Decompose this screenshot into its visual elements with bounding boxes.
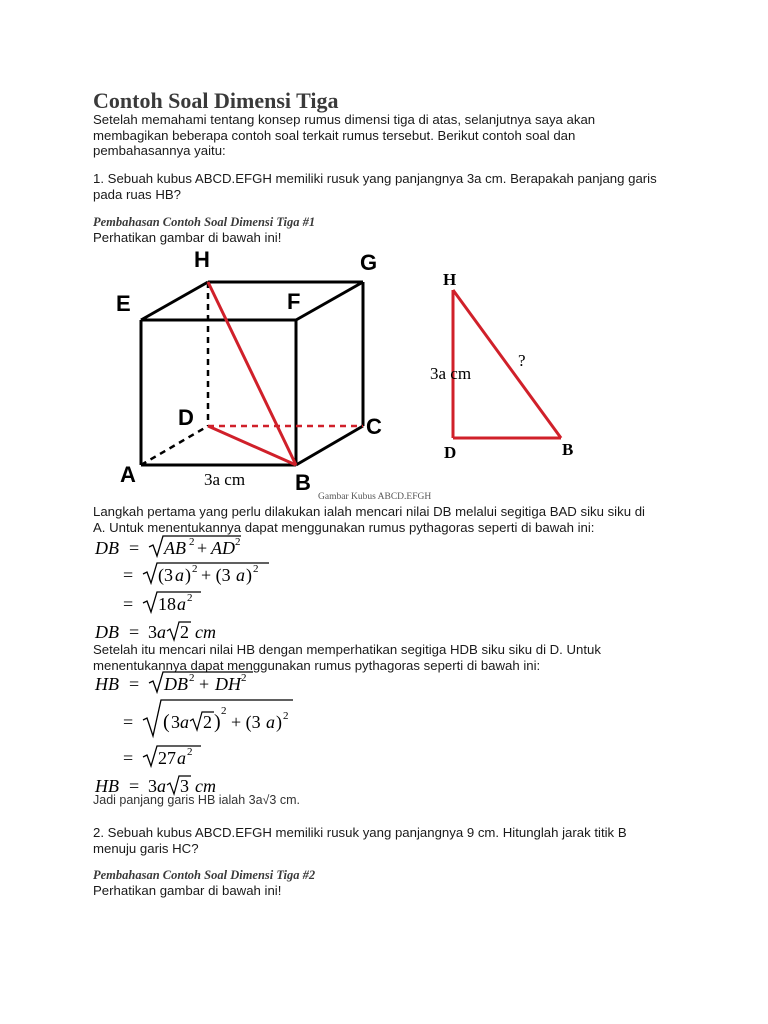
look-at-figure-2-text: Perhatikan gambar di bawah ini!: [93, 883, 282, 898]
cube-figure: [100, 245, 620, 495]
figure-caption: Gambar Kubus ABCD.EFGH: [318, 492, 432, 502]
step-1-line: A. Untuk menentukannya dapat menggunakan rumus pythagoras seperti di bawah ini:: [93, 519, 595, 535]
question-2-line: menuju garis HC?: [93, 840, 199, 856]
svg-text:cm: cm: [195, 776, 216, 796]
svg-text:a: a: [180, 712, 189, 732]
question-2: [93, 825, 713, 856]
svg-text:2: 2: [189, 672, 195, 684]
look-at-figure-1: [93, 230, 713, 246]
label-f: F: [287, 289, 301, 314]
question-2-line: 2. Sebuah kubus ABCD.EFGH memiliki rusuk yang panjangnya 9 cm. Hitunglah jarak titik B: [93, 825, 627, 840]
discussion-1-title: Pembahasan Contoh Soal Dimensi Tiga #1: [93, 215, 316, 229]
svg-text:HB: HB: [95, 776, 119, 796]
svg-text:2: 2: [192, 563, 198, 575]
svg-text:a: a: [177, 594, 186, 614]
svg-text:+: +: [199, 674, 210, 694]
svg-text:(: (: [163, 711, 170, 733]
svg-text:cm: cm: [195, 622, 216, 642]
svg-text:2: 2: [283, 710, 289, 722]
svg-text:3: 3: [148, 776, 157, 796]
svg-text:=: =: [129, 776, 140, 796]
step-2-line: Setelah itu mencari nilai HB dengan memperhatikan segitiga HDB siku siku di D. Untuk: [93, 642, 601, 657]
svg-text:2: 2: [187, 746, 193, 758]
label-b: B: [295, 470, 311, 495]
svg-text:AD: AD: [211, 538, 235, 558]
label-d: D: [178, 405, 194, 430]
look-at-figure-2: [93, 883, 713, 899]
intro-line: Setelah memahami tentang konsep rumus dimensi tiga di atas, selanjutnya saya akan: [93, 112, 596, 127]
svg-text:=: =: [123, 565, 134, 585]
svg-text:27: 27: [158, 748, 176, 768]
svg-text:a: a: [175, 565, 184, 585]
triangle-side-label: 3a cm: [430, 364, 472, 383]
equation-db: [93, 534, 323, 644]
svg-text:2: 2: [203, 712, 212, 732]
triangle-label-b: B: [562, 440, 574, 459]
svg-text:=: =: [123, 748, 134, 768]
label-h: H: [194, 247, 210, 272]
svg-text:3: 3: [171, 712, 180, 732]
svg-text:=: =: [129, 538, 140, 558]
svg-text:=: =: [129, 674, 140, 694]
svg-text:): ): [185, 565, 191, 585]
svg-text:a: a: [157, 622, 166, 642]
svg-text:=: =: [123, 594, 134, 614]
svg-text:DB: DB: [95, 538, 119, 558]
svg-text:2: 2: [189, 536, 195, 548]
svg-text:DB: DB: [95, 622, 119, 642]
svg-text:a: a: [236, 565, 245, 585]
cube-front-face: [141, 320, 296, 465]
svg-text:): ): [276, 712, 282, 732]
step-2-paragraph: [93, 642, 713, 673]
svg-text:): ): [246, 565, 252, 585]
svg-text:2: 2: [253, 563, 259, 575]
svg-text:3: 3: [148, 622, 157, 642]
look-at-figure-1-text: Perhatikan gambar di bawah ini!: [93, 230, 282, 245]
question-1-line: pada ruas HB?: [93, 186, 181, 202]
svg-text:DB: DB: [164, 674, 188, 694]
step-1-line: Langkah pertama yang perlu dilakukan ialah mencari nilai DB melalui segitiga BAD siku siku di: [93, 504, 645, 519]
cube-hidden-edges: [141, 282, 208, 465]
triangle-label-d: D: [444, 443, 457, 462]
step-1-paragraph: [93, 504, 713, 535]
svg-text:+: +: [197, 538, 208, 558]
svg-text:a: a: [266, 712, 275, 732]
label-e: E: [116, 291, 131, 316]
svg-text:+ (3: + (3: [201, 565, 231, 585]
triangle-label-h: H: [443, 270, 457, 289]
svg-text:3: 3: [180, 776, 189, 796]
svg-text:): ): [214, 711, 221, 733]
diagonal-db: [208, 426, 296, 465]
question-1-line: 1. Sebuah kubus ABCD.EFGH memiliki rusuk yang panjangnya 3a cm. Berapakah panjang garis: [93, 171, 657, 186]
intro-line: pembahasannya yaitu:: [93, 143, 226, 158]
svg-text:2: 2: [235, 536, 241, 548]
svg-text:18: 18: [158, 594, 176, 614]
triangle-unknown-label: ?: [518, 351, 526, 370]
conclusion-text: Jadi panjang garis HB ialah 3a√3 cm.: [93, 793, 300, 807]
svg-text:a: a: [177, 748, 186, 768]
svg-text:2: 2: [241, 672, 247, 684]
svg-text:2: 2: [180, 622, 189, 642]
svg-text:HB: HB: [95, 674, 119, 694]
svg-text:2: 2: [221, 705, 227, 717]
svg-text:=: =: [129, 622, 140, 642]
conclusion: [93, 793, 713, 809]
question-1: [93, 171, 713, 202]
svg-text:+ (3: + (3: [231, 712, 261, 732]
page-title: Contoh Soal Dimensi Tiga: [93, 88, 339, 113]
diagonal-hb: [208, 282, 296, 465]
edge-length-label: 3a cm: [204, 470, 246, 489]
svg-text:=: =: [123, 712, 134, 732]
svg-text:(3: (3: [158, 565, 173, 585]
intro-paragraph: [93, 112, 713, 159]
discussion-2-title: Pembahasan Contoh Soal Dimensi Tiga #2: [93, 868, 316, 882]
svg-text:DH: DH: [215, 674, 241, 694]
svg-text:2: 2: [187, 592, 193, 604]
step-2-line: menentukannya dapat menggunakan rumus pythagoras seperti di bawah ini:: [93, 657, 541, 673]
label-g: G: [360, 250, 378, 275]
equation-hb: [93, 670, 323, 798]
label-c: C: [366, 414, 382, 439]
intro-line: membagikan beberapa contoh soal terkait rumus tersebut. Berikut contoh soal dan: [93, 127, 576, 143]
label-a: A: [120, 462, 136, 487]
svg-text:a: a: [157, 776, 166, 796]
svg-text:AB: AB: [164, 538, 186, 558]
